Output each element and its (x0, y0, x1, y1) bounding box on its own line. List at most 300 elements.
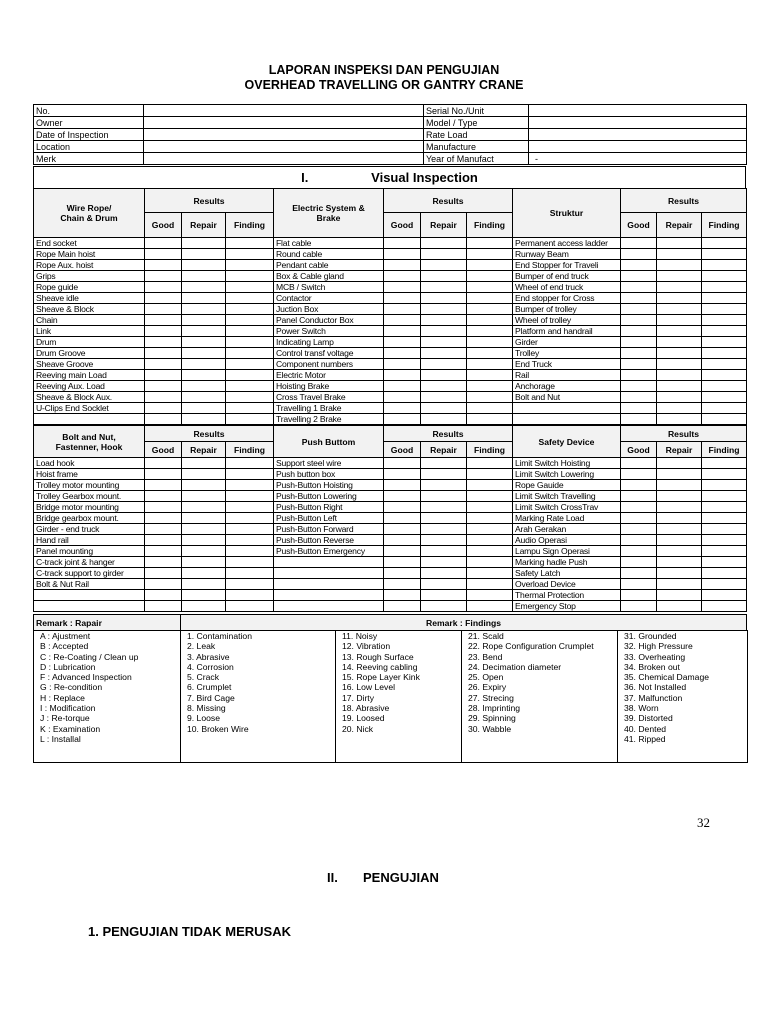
item-label: End socket (34, 238, 145, 249)
result-cell[interactable] (467, 568, 513, 579)
result-cell[interactable] (702, 568, 747, 579)
result-cell[interactable] (702, 480, 747, 491)
result-cell[interactable] (421, 348, 467, 359)
result-cell[interactable] (182, 546, 226, 557)
finding-header: Finding (467, 213, 513, 238)
result-cell[interactable] (182, 458, 226, 469)
result-cell[interactable] (145, 337, 182, 348)
result-cell[interactable] (182, 590, 226, 601)
result-cell[interactable] (384, 568, 421, 579)
result-cell[interactable] (145, 414, 182, 425)
result-cell[interactable] (702, 315, 747, 326)
item-label: U-Clips End Socklet (34, 403, 145, 414)
result-cell[interactable] (421, 293, 467, 304)
result-cell[interactable] (384, 579, 421, 590)
result-cell[interactable] (145, 249, 182, 260)
result-cell[interactable] (702, 557, 747, 568)
result-cell[interactable] (182, 513, 226, 524)
legend-item: 40. Dented (624, 723, 667, 734)
result-cell[interactable] (467, 535, 513, 546)
result-cell[interactable] (226, 469, 274, 480)
result-cell[interactable] (467, 381, 513, 392)
result-cell[interactable] (145, 579, 182, 590)
result-cell[interactable] (657, 480, 702, 491)
result-cell[interactable] (657, 315, 702, 326)
result-cell[interactable] (226, 480, 274, 491)
result-cell[interactable] (421, 590, 467, 601)
result-cell[interactable] (467, 513, 513, 524)
result-cell[interactable] (702, 513, 747, 524)
result-cell[interactable] (467, 260, 513, 271)
result-cell[interactable] (182, 392, 226, 403)
result-cell[interactable] (145, 359, 182, 370)
result-cell[interactable] (421, 392, 467, 403)
result-cell[interactable] (182, 238, 226, 249)
result-cell[interactable] (182, 381, 226, 392)
result-cell[interactable] (421, 403, 467, 414)
result-cell[interactable] (384, 491, 421, 502)
result-cell[interactable] (226, 579, 274, 590)
result-cell[interactable] (226, 249, 274, 260)
result-cell[interactable] (421, 326, 467, 337)
result-cell[interactable] (226, 601, 274, 612)
result-cell[interactable] (657, 568, 702, 579)
result-cell[interactable] (621, 579, 657, 590)
result-cell[interactable] (467, 414, 513, 425)
result-cell[interactable] (384, 601, 421, 612)
result-cell[interactable] (182, 370, 226, 381)
result-cell[interactable] (421, 260, 467, 271)
info-label-right: Year of Manufact (424, 153, 529, 165)
result-cell[interactable] (657, 557, 702, 568)
result-cell[interactable] (384, 304, 421, 315)
legend-item: 29. Spinning (468, 713, 516, 724)
result-cell[interactable] (657, 249, 702, 260)
result-cell[interactable] (384, 535, 421, 546)
result-cell[interactable] (467, 326, 513, 337)
result-cell[interactable] (182, 282, 226, 293)
result-cell[interactable] (421, 271, 467, 282)
result-cell[interactable] (467, 370, 513, 381)
result-cell[interactable] (226, 513, 274, 524)
result-cell[interactable] (467, 392, 513, 403)
table-row (34, 502, 747, 513)
result-cell[interactable] (702, 414, 747, 425)
result-cell[interactable] (182, 502, 226, 513)
result-cell[interactable] (467, 579, 513, 590)
result-cell[interactable] (226, 282, 274, 293)
result-cell[interactable] (182, 568, 226, 579)
result-cell[interactable] (621, 458, 657, 469)
result-cell[interactable] (421, 304, 467, 315)
result-cell[interactable] (226, 359, 274, 370)
result-cell[interactable] (226, 315, 274, 326)
result-cell[interactable] (421, 337, 467, 348)
result-cell[interactable] (384, 293, 421, 304)
result-cell[interactable] (145, 392, 182, 403)
result-cell[interactable] (226, 238, 274, 249)
result-cell[interactable] (145, 568, 182, 579)
result-cell[interactable] (226, 502, 274, 513)
result-cell[interactable] (182, 557, 226, 568)
legend-item: K : Examination (40, 723, 101, 734)
result-cell[interactable] (226, 458, 274, 469)
result-cell[interactable] (702, 579, 747, 590)
result-cell[interactable] (226, 590, 274, 601)
result-cell[interactable] (384, 557, 421, 568)
result-cell[interactable] (467, 469, 513, 480)
result-cell[interactable] (384, 590, 421, 601)
legend-item: 1. Contamination (187, 631, 252, 641)
result-cell[interactable] (182, 249, 226, 260)
result-cell[interactable] (384, 513, 421, 524)
result-cell[interactable] (421, 370, 467, 381)
result-cell[interactable] (226, 392, 274, 403)
result-cell[interactable] (145, 513, 182, 524)
result-cell[interactable] (145, 304, 182, 315)
result-cell[interactable] (145, 370, 182, 381)
result-cell[interactable] (621, 315, 657, 326)
result-cell[interactable] (182, 469, 226, 480)
result-cell[interactable] (702, 359, 747, 370)
result-cell[interactable] (467, 315, 513, 326)
result-cell[interactable] (702, 601, 747, 612)
result-cell[interactable] (421, 568, 467, 579)
result-cell[interactable] (467, 282, 513, 293)
result-cell[interactable] (421, 535, 467, 546)
result-cell[interactable] (657, 513, 702, 524)
result-cell[interactable] (145, 458, 182, 469)
result-cell[interactable] (702, 491, 747, 502)
result-cell[interactable] (384, 315, 421, 326)
result-cell[interactable] (467, 458, 513, 469)
result-cell[interactable] (702, 392, 747, 403)
result-cell[interactable] (182, 359, 226, 370)
result-cell[interactable] (657, 293, 702, 304)
result-cell[interactable] (384, 469, 421, 480)
result-cell[interactable] (421, 315, 467, 326)
result-cell[interactable] (182, 293, 226, 304)
result-cell[interactable] (384, 502, 421, 513)
result-cell[interactable] (702, 238, 747, 249)
result-cell[interactable] (145, 546, 182, 557)
result-cell[interactable] (226, 293, 274, 304)
result-cell[interactable] (384, 326, 421, 337)
result-cell[interactable] (467, 557, 513, 568)
result-cell[interactable] (621, 557, 657, 568)
result-cell[interactable] (226, 403, 274, 414)
result-cell[interactable] (467, 590, 513, 601)
result-cell[interactable] (702, 403, 747, 414)
result-cell[interactable] (421, 469, 467, 480)
result-cell[interactable] (384, 337, 421, 348)
result-cell[interactable] (182, 403, 226, 414)
result-cell[interactable] (621, 238, 657, 249)
item-label: Rope Aux. hoist (34, 260, 145, 271)
result-cell[interactable] (467, 491, 513, 502)
result-cell[interactable] (384, 480, 421, 491)
result-cell[interactable] (621, 260, 657, 271)
result-cell[interactable] (145, 524, 182, 535)
result-cell[interactable] (467, 238, 513, 249)
result-cell[interactable] (421, 601, 467, 612)
result-cell[interactable] (657, 414, 702, 425)
result-cell[interactable] (182, 348, 226, 359)
result-cell[interactable] (657, 381, 702, 392)
result-cell[interactable] (421, 491, 467, 502)
result-cell[interactable] (467, 348, 513, 359)
result-cell[interactable] (226, 546, 274, 557)
result-cell[interactable] (621, 348, 657, 359)
result-cell[interactable] (702, 326, 747, 337)
result-cell[interactable] (657, 337, 702, 348)
result-cell[interactable] (621, 524, 657, 535)
result-cell[interactable] (467, 304, 513, 315)
result-cell[interactable] (421, 381, 467, 392)
result-cell[interactable] (621, 359, 657, 370)
result-cell[interactable] (702, 260, 747, 271)
result-cell[interactable] (226, 381, 274, 392)
result-cell[interactable] (702, 271, 747, 282)
result-cell[interactable] (702, 458, 747, 469)
result-cell[interactable] (421, 282, 467, 293)
result-cell[interactable] (467, 271, 513, 282)
result-cell[interactable] (621, 513, 657, 524)
result-cell[interactable] (145, 535, 182, 546)
result-cell[interactable] (702, 249, 747, 260)
result-cell[interactable] (621, 337, 657, 348)
result-cell[interactable] (145, 469, 182, 480)
result-cell[interactable] (421, 414, 467, 425)
result-cell[interactable] (657, 359, 702, 370)
result-cell[interactable] (384, 238, 421, 249)
result-cell[interactable] (421, 513, 467, 524)
result-cell[interactable] (145, 271, 182, 282)
result-cell[interactable] (467, 601, 513, 612)
result-cell[interactable] (621, 304, 657, 315)
result-cell[interactable] (226, 337, 274, 348)
good-header: Good (145, 213, 182, 238)
result-cell[interactable] (657, 282, 702, 293)
result-cell[interactable] (657, 469, 702, 480)
result-cell[interactable] (384, 403, 421, 414)
result-cell[interactable] (226, 524, 274, 535)
result-cell[interactable] (467, 359, 513, 370)
result-cell[interactable] (657, 579, 702, 590)
result-cell[interactable] (145, 260, 182, 271)
result-cell[interactable] (621, 370, 657, 381)
result-cell[interactable] (421, 359, 467, 370)
result-cell[interactable] (145, 491, 182, 502)
result-cell[interactable] (657, 392, 702, 403)
result-cell[interactable] (421, 238, 467, 249)
result-cell[interactable] (621, 326, 657, 337)
result-cell[interactable] (226, 491, 274, 502)
result-cell[interactable] (621, 293, 657, 304)
result-cell[interactable] (226, 568, 274, 579)
result-cell[interactable] (657, 260, 702, 271)
result-cell[interactable] (384, 370, 421, 381)
result-cell[interactable] (182, 271, 226, 282)
result-cell[interactable] (621, 491, 657, 502)
result-cell[interactable] (621, 271, 657, 282)
result-cell[interactable] (226, 348, 274, 359)
result-cell[interactable] (384, 414, 421, 425)
result-cell[interactable] (657, 403, 702, 414)
result-cell[interactable] (182, 524, 226, 535)
result-cell[interactable] (421, 249, 467, 260)
result-cell[interactable] (621, 249, 657, 260)
result-cell[interactable] (702, 502, 747, 513)
result-cell[interactable] (182, 480, 226, 491)
legend-item: 41. Ripped (624, 733, 666, 744)
result-cell[interactable] (621, 381, 657, 392)
result-cell[interactable] (467, 524, 513, 535)
result-cell[interactable] (182, 304, 226, 315)
result-cell[interactable] (145, 381, 182, 392)
result-cell[interactable] (467, 480, 513, 491)
result-cell[interactable] (657, 546, 702, 557)
result-cell[interactable] (702, 535, 747, 546)
result-cell[interactable] (145, 502, 182, 513)
table-row (34, 370, 747, 381)
result-cell[interactable] (384, 524, 421, 535)
result-cell[interactable] (421, 480, 467, 491)
result-cell[interactable] (467, 249, 513, 260)
result-cell[interactable] (621, 590, 657, 601)
result-cell[interactable] (421, 546, 467, 557)
result-cell[interactable] (145, 326, 182, 337)
result-cell[interactable] (702, 469, 747, 480)
result-cell[interactable] (702, 524, 747, 535)
result-cell[interactable] (621, 502, 657, 513)
legend-item: 30. Wabble (468, 723, 512, 734)
result-cell[interactable] (621, 480, 657, 491)
result-cell[interactable] (621, 568, 657, 579)
result-cell[interactable] (145, 403, 182, 414)
result-cell[interactable] (702, 304, 747, 315)
result-cell[interactable] (421, 458, 467, 469)
result-cell[interactable] (182, 601, 226, 612)
result-cell[interactable] (621, 403, 657, 414)
result-cell[interactable] (467, 337, 513, 348)
result-cell[interactable] (145, 293, 182, 304)
result-cell[interactable] (621, 282, 657, 293)
result-cell[interactable] (421, 502, 467, 513)
result-cell[interactable] (145, 601, 182, 612)
result-cell[interactable] (621, 414, 657, 425)
result-cell[interactable] (384, 546, 421, 557)
result-cell[interactable] (384, 348, 421, 359)
result-cell[interactable] (421, 557, 467, 568)
result-cell[interactable] (467, 293, 513, 304)
result-cell[interactable] (226, 370, 274, 381)
result-cell[interactable] (182, 579, 226, 590)
table-row (34, 392, 747, 403)
result-cell[interactable] (226, 260, 274, 271)
result-cell[interactable] (657, 326, 702, 337)
result-cell[interactable] (384, 359, 421, 370)
result-cell[interactable] (384, 458, 421, 469)
result-cell[interactable] (702, 381, 747, 392)
result-cell[interactable] (182, 315, 226, 326)
result-cell[interactable] (145, 590, 182, 601)
result-cell[interactable] (182, 535, 226, 546)
result-cell[interactable] (226, 271, 274, 282)
result-cell[interactable] (657, 590, 702, 601)
result-cell[interactable] (421, 524, 467, 535)
result-cell[interactable] (145, 557, 182, 568)
result-cell[interactable] (384, 249, 421, 260)
legend-item: 24. Decimation diameter (468, 661, 562, 672)
result-cell[interactable] (702, 337, 747, 348)
result-cell[interactable] (467, 502, 513, 513)
result-cell[interactable] (467, 546, 513, 557)
result-cell[interactable] (657, 502, 702, 513)
result-cell[interactable] (657, 271, 702, 282)
result-cell[interactable] (226, 535, 274, 546)
result-cell[interactable] (621, 535, 657, 546)
result-cell[interactable] (421, 579, 467, 590)
result-cell[interactable] (145, 282, 182, 293)
result-cell[interactable] (657, 370, 702, 381)
result-cell[interactable] (182, 260, 226, 271)
result-cell[interactable] (657, 238, 702, 249)
result-cell[interactable] (226, 326, 274, 337)
result-cell[interactable] (657, 491, 702, 502)
result-cell[interactable] (145, 480, 182, 491)
result-cell[interactable] (384, 271, 421, 282)
result-cell[interactable] (182, 491, 226, 502)
result-cell[interactable] (621, 546, 657, 557)
result-cell[interactable] (702, 590, 747, 601)
result-cell[interactable] (657, 535, 702, 546)
result-cell[interactable] (145, 238, 182, 249)
result-cell[interactable] (182, 326, 226, 337)
item-label: Hoisting Brake (274, 381, 384, 392)
result-cell[interactable] (226, 557, 274, 568)
result-cell[interactable] (145, 348, 182, 359)
result-cell[interactable] (657, 458, 702, 469)
finding-header: Finding (702, 442, 747, 458)
result-cell[interactable] (621, 392, 657, 403)
item-label: End Truck (513, 359, 621, 370)
result-cell[interactable] (226, 304, 274, 315)
result-cell[interactable] (384, 282, 421, 293)
result-cell[interactable] (702, 370, 747, 381)
result-cell[interactable] (226, 414, 274, 425)
result-cell[interactable] (384, 381, 421, 392)
result-cell[interactable] (702, 546, 747, 557)
result-cell[interactable] (702, 293, 747, 304)
result-cell[interactable] (657, 524, 702, 535)
result-cell[interactable] (384, 392, 421, 403)
result-cell[interactable] (657, 348, 702, 359)
result-cell[interactable] (621, 469, 657, 480)
result-cell[interactable] (384, 260, 421, 271)
result-cell[interactable] (657, 304, 702, 315)
result-cell[interactable] (467, 403, 513, 414)
item-label: Emergency Stop (513, 601, 621, 612)
result-cell[interactable] (182, 414, 226, 425)
result-cell[interactable] (182, 337, 226, 348)
result-cell[interactable] (621, 601, 657, 612)
result-cell[interactable] (702, 348, 747, 359)
result-cell[interactable] (145, 315, 182, 326)
result-cell[interactable] (657, 601, 702, 612)
result-cell[interactable] (702, 282, 747, 293)
info-value-left (144, 153, 424, 165)
